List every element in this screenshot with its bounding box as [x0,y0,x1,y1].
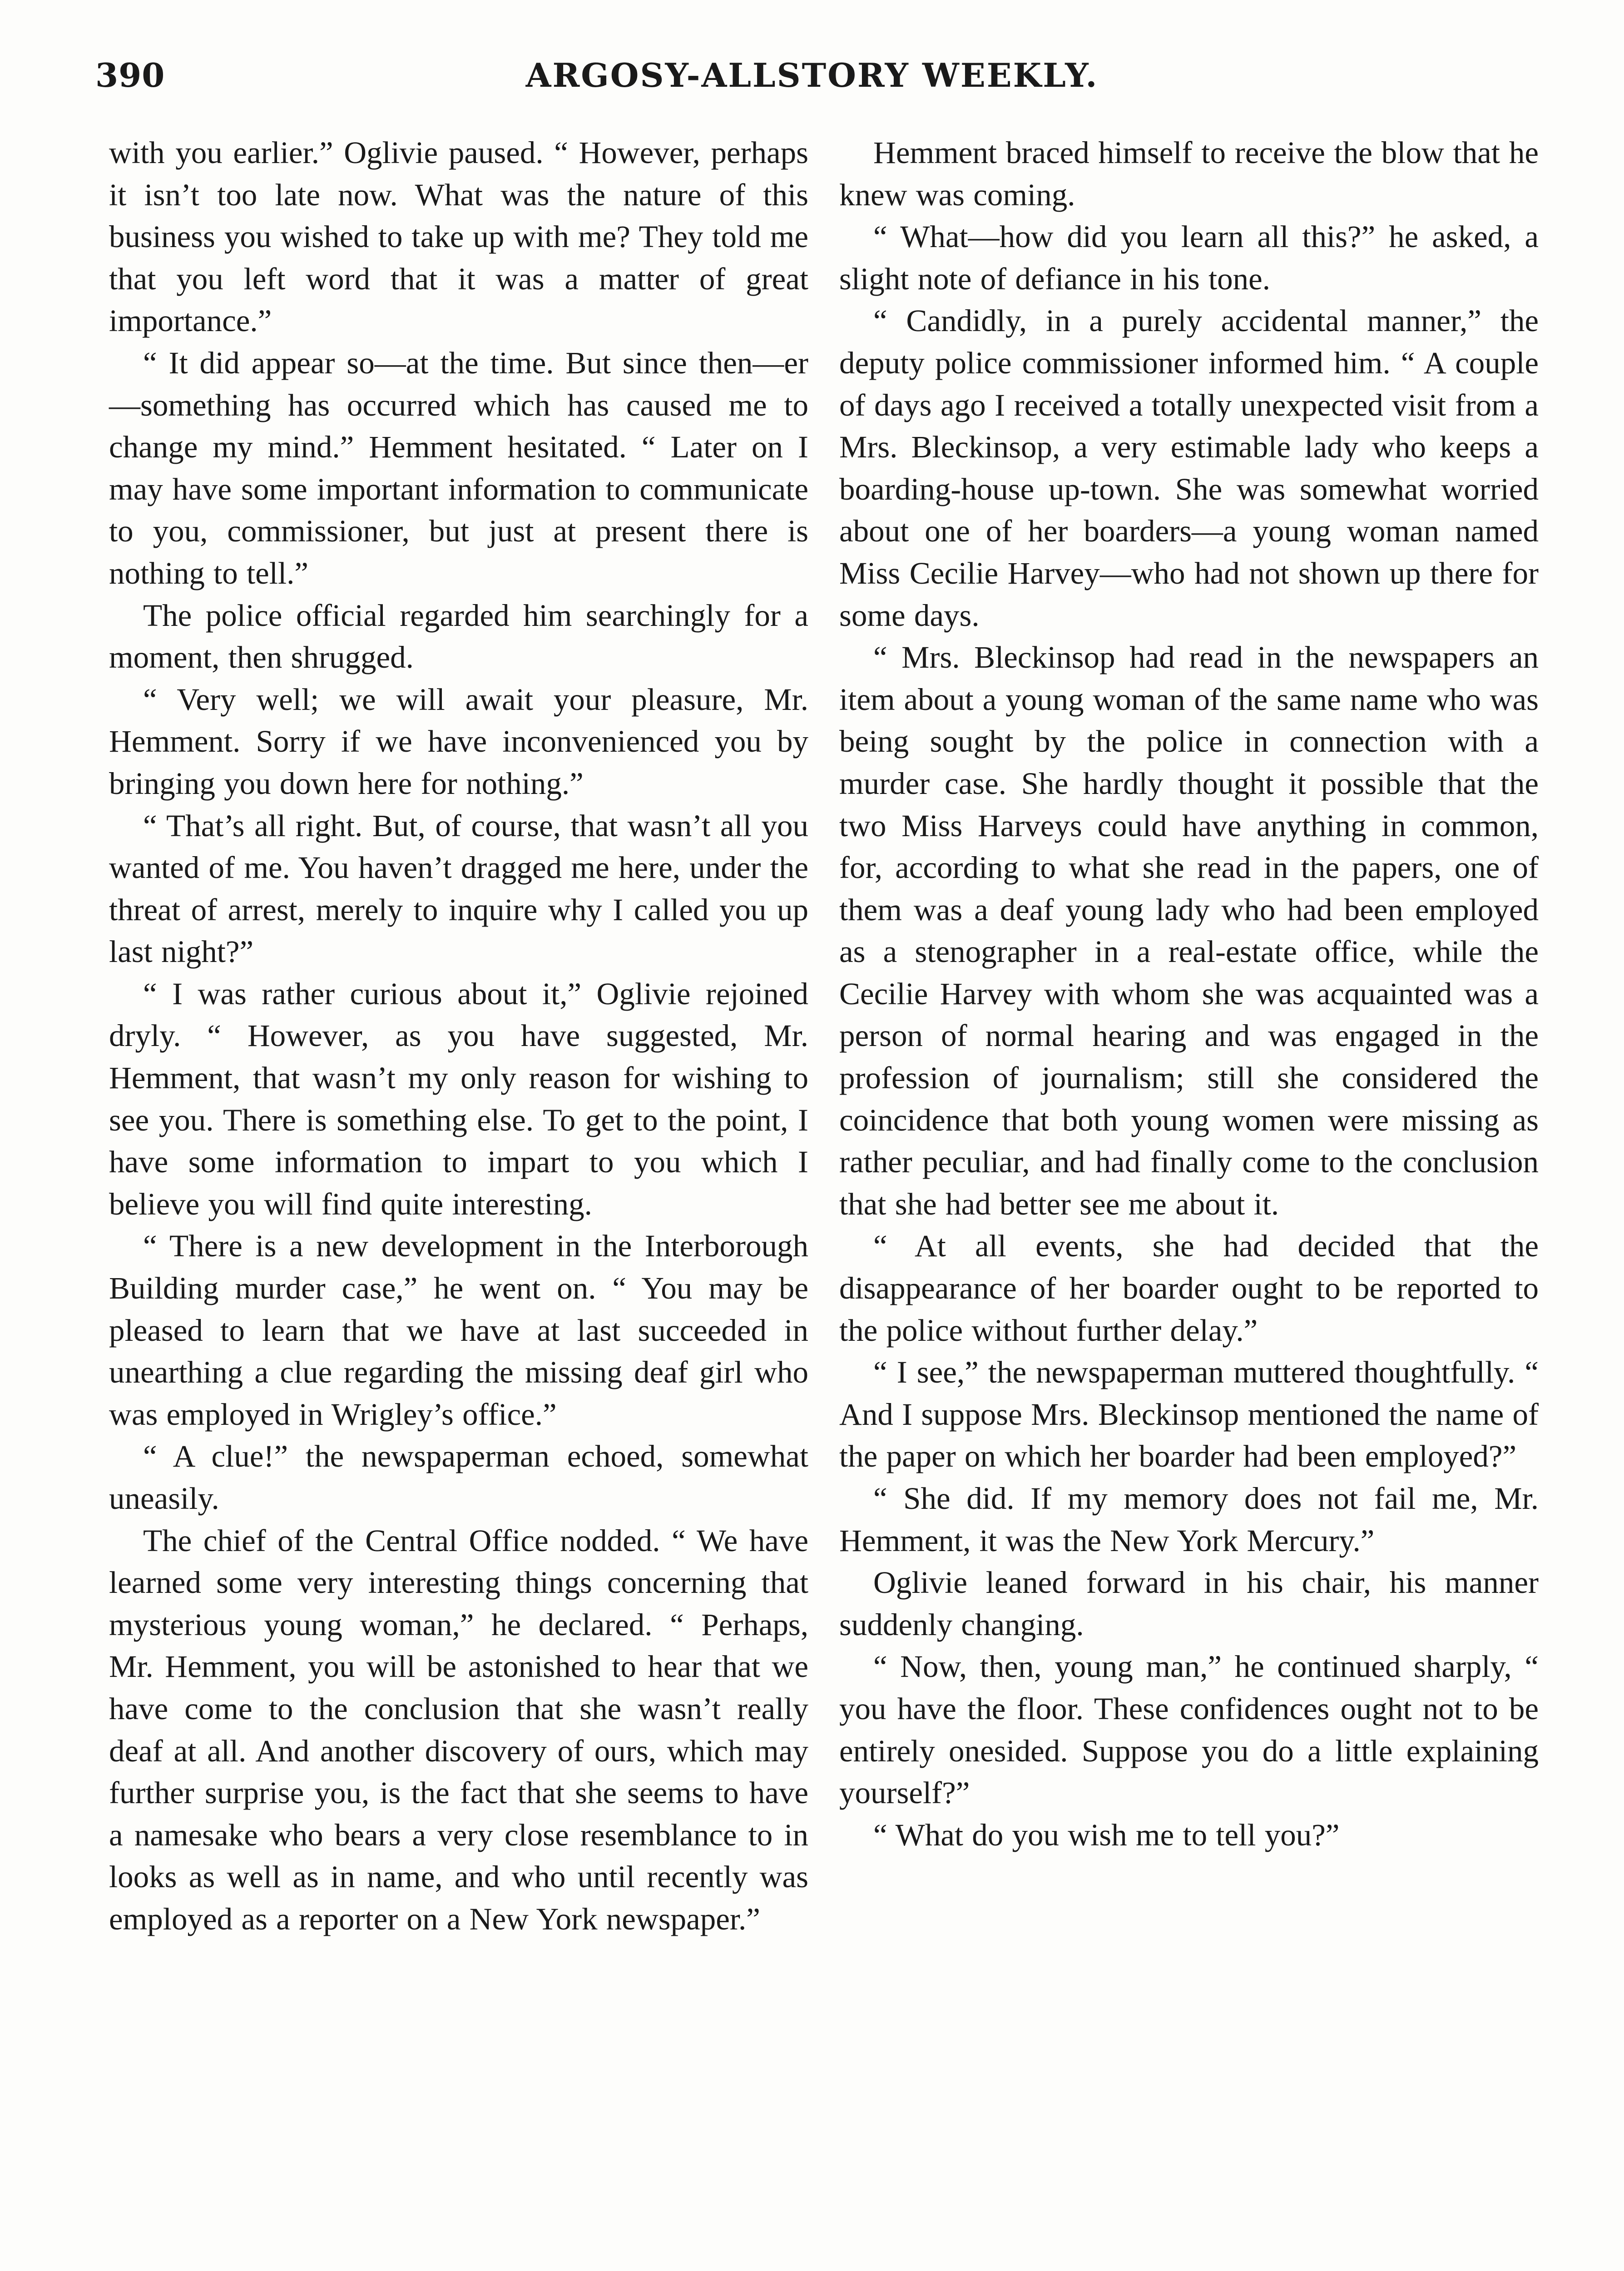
paragraph: “ It did appear so—at the time. But since then—er—something has occurred which has caused me to change my mind.” Hemment hesitated. “ Later on I may have some important information to communicate to you, commissioner, but just at present there is nothing to tell.” [109,345,808,590]
paragraph: with you earlier.” Oglivie paused. “ However, perhaps it isn’t too late now. What was the nature of this business you wished to take up with me? They told me that you left word that it was a matter of great importance.” [109,135,808,338]
paragraph: “ What do you wish me to tell you?” [873,1817,1340,1852]
running-head: ARGOSY-ALLSTORY WEEKLY. [525,56,1099,94]
paragraph: The chief of the Central Office nodded. “ We have learned some very interesting things concerning that mysterious young woman,” he declared. “ Perhaps, Mr. Hemment, you will be astonished to hear that we have come to the conclusion that she wasn’t really deaf at all. And another discovery of ours, which may further surprise you, is the fact that she seems to have a namesake who bears a very close resemblance to in looks as well as in name, and who until recently was employed as a reporter on a New York newspaper.” [109,1523,808,1936]
right-column [839,132,1539,1856]
paragraph: “ Now, then, young man,” he continued sharply, “ you have the floor. These confidences ought not to be entirely onesided. Suppose you do a little explaining yourself?” [839,1649,1539,1810]
paragraph: The police official regarded him searchingly for a moment, then shrugged. [109,598,808,675]
paragraph: “ I was rather curious about it,” Oglivie rejoined dryly. “ However, as you have suggested, Mr. Hemment, that wasn’t my only reason for wishing to see you. There is something else. To get to the point, I have some information to impart to you which I believe you will find quite interesting. [109,976,808,1221]
paragraph: “ Candidly, in a purely accidental manner,” the deputy police commissioner informed him. “ A couple of days ago I received a totally unexpected visit from a Mrs. Bleckinsop, a very estimable lady who keeps a boarding-house up-town. She was somewhat worried about one of her boarders—a young woman named Miss Cecilie Harvey—who had not shown up there for some days. [839,303,1539,633]
paragraph: “ A clue!” the newspaperman echoed, somewhat uneasily. [109,1439,808,1516]
paragraph: “ I see,” the newspaperman muttered thoughtfully. “ And I suppose Mrs. Bleckinsop mentioned the name of the paper on which her boarder had been employed?” [839,1355,1539,1474]
paragraph: “ What—how did you learn all this?” he asked, a slight note of defiance in his tone. [839,219,1539,296]
paragraph: “ There is a new development in the Interborough Building murder case,” he went on. “ You may be pleased to learn that we have at last succeeded in unearthing a clue regarding the missing deaf girl who was employed in Wrigley’s office.” [109,1229,808,1432]
paragraph: “ At all events, she had decided that the disappearance of her boarder ought to be reported to the police without further delay.” [839,1229,1539,1348]
paragraph: “ That’s all right. But, of course, that wasn’t all you wanted of me. You haven’t dragged me here, under the threat of arrest, merely to inquire why I called you up last night?” [109,808,808,969]
left-column [109,132,808,1940]
paragraph: “ Very well; we will await your pleasure, Mr. Hemment. Sorry if we have inconvenienced you by bringing you down here for nothing.” [109,682,808,801]
page-number: 390 [95,56,165,94]
paragraph: “ Mrs. Bleckinsop had read in the newspapers an item about a young woman of the same name who was being sought by the police in connection with a murder case. She hardly thought it possible that the two Miss Harveys could have anything in common, for, according to what she read in the papers, one of them was a deaf young lady who had been employed as a stenographer in a real-estate office, while the Cecilie Harvey with whom she was acquainted was a person of normal hearing and was engaged in the profession of journalism; still she considered the coincidence that both young women were missing as rather peculiar, and had finally come to the conclusion that she had better see me about it. [839,640,1539,1221]
paragraph: Hemment braced himself to receive the blow that he knew was coming. [839,135,1539,212]
paragraph: Oglivie leaned forward in his chair, his manner suddenly changing. [839,1565,1539,1642]
paragraph: “ She did. If my memory does not fail me, Mr. Hemment, it was the New York Mercury.” [839,1481,1539,1558]
